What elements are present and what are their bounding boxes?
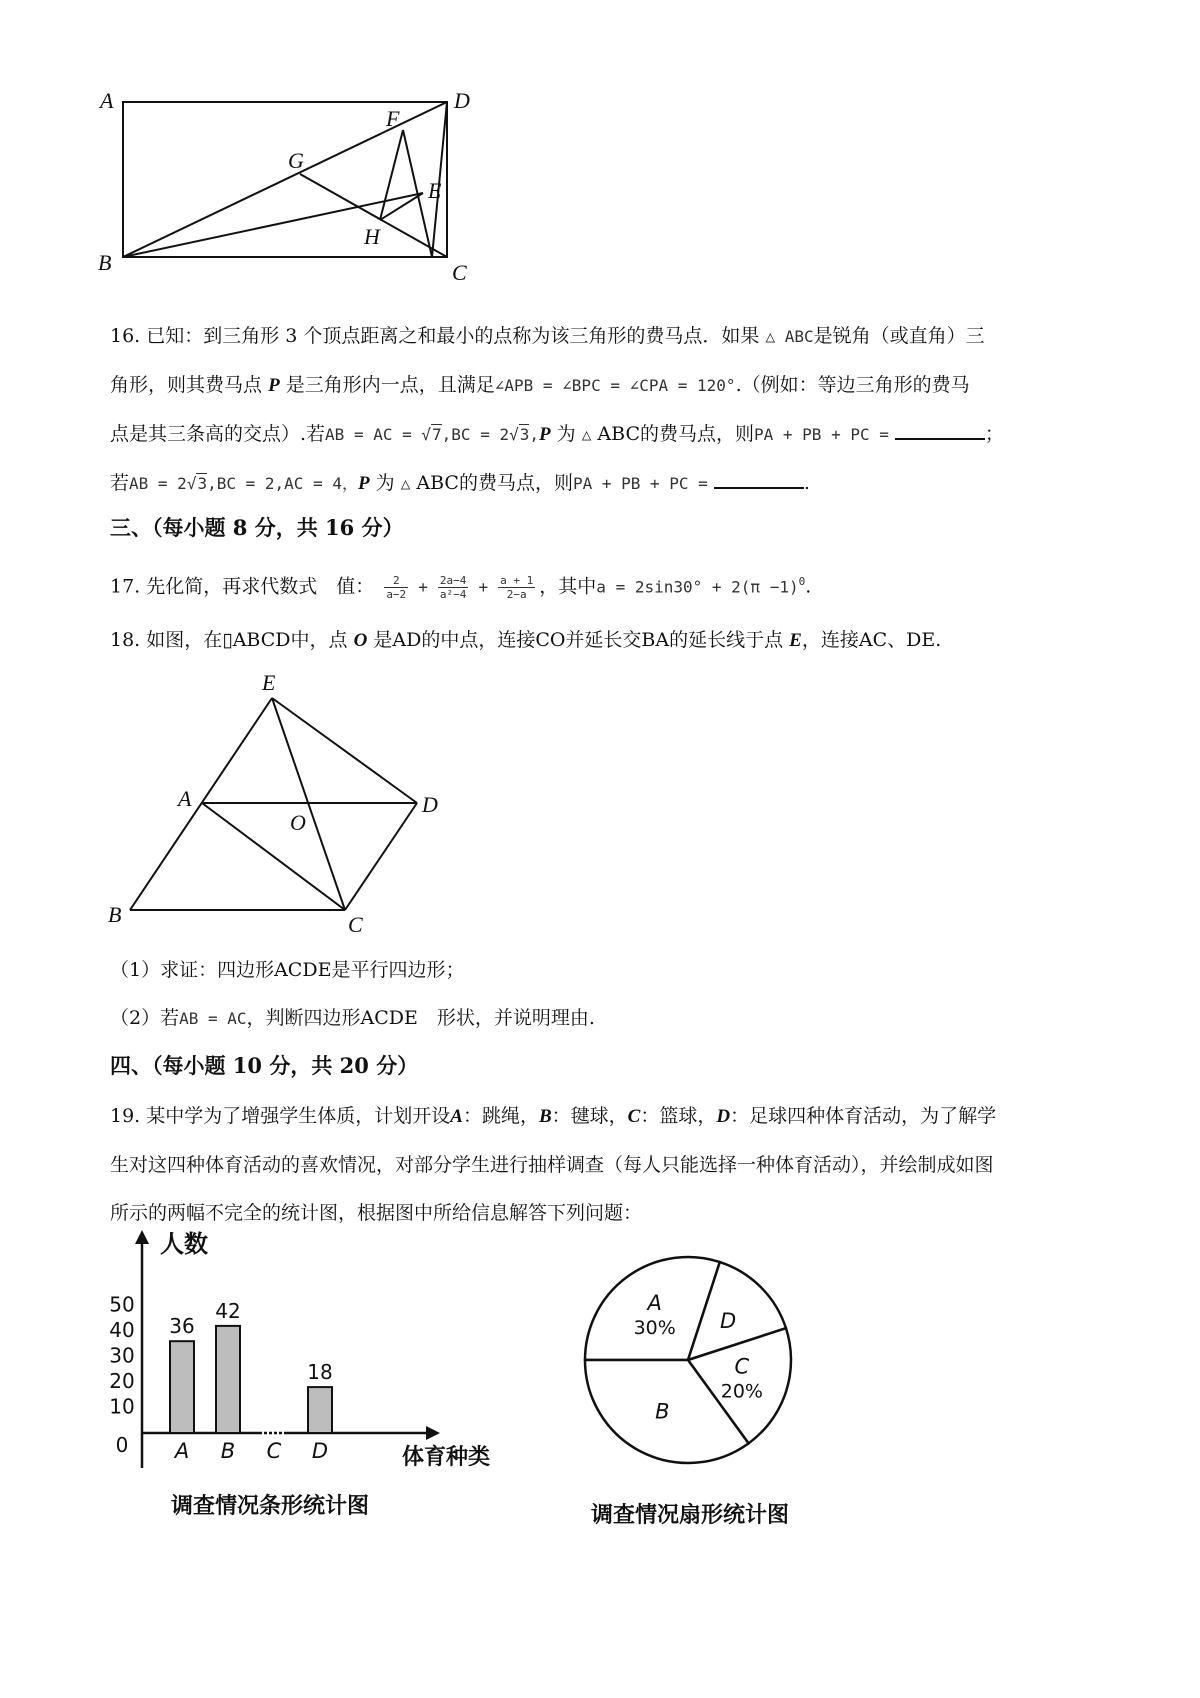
q18-point-o: O [353,630,368,651]
pie-slice-label: A [647,1291,662,1316]
q17-exponent: 0 [798,575,806,588]
q16-triangle: △ ABC [765,327,814,346]
label-c: C [452,260,467,285]
q18-text-1: 18. 如图，在▯ABCD中，点 [110,629,348,651]
bar-category-label: A [174,1439,190,1463]
bar-title: 调查情况条形统计图 [170,1494,370,1519]
pie-slice-label: C [734,1354,750,1379]
q17-plus-1: + [418,577,428,597]
segment-ed [272,698,417,803]
q18-part-2-b: ，判断四边形ACDE 形状，并说明理由. [246,1007,595,1029]
pie-chart [570,1240,830,1530]
bar-chart [100,1228,520,1528]
pie-percent-label: 30% [633,1317,676,1340]
question-17 [110,558,1100,611]
q18-text-2: 是AD的中点，连接CO并延长交BA的延长线于点 [373,629,784,651]
question-16: 16. 已知：到三角形 3 个顶点距离之和最小的点称为该三角形的费马点．如果 △ ABC是锐角（或直角）三 角形，则其费马点 P 是三角形内一点，且满足∠APB = ∠BPC = ∠CPA = 120°.（例如：等边三角形的费马 点是其三条高的交点）.若AB = AC = √7,BC = 2√3,P 为 △ ABC的费马点，则PA + PB + PC = ； 若AB = 2√3,BC = 2,AC = 4，P 为 △ ABC的费马点，则PA + PB + PC = . [110,325,1004,494]
bar-category-label: B [220,1439,236,1463]
q16-cond1b: ,BC = 2 [441,425,510,444]
section-3-heading: 三、（每小题 8 分，共 16 分） [110,515,404,540]
pie-slice-label: B [655,1399,670,1424]
label-o: O [290,810,306,835]
bar-ytick-label: 0 [115,1433,129,1457]
q16-text-3a: 点是其三条高的交点）.若 [110,423,326,445]
bar-ylabel: 人数 [160,1230,208,1258]
q16-point-p2: P [539,424,551,445]
q16-answer-blank-2[interactable] [714,467,804,489]
pie-title: 调查情况扇形统计图 [590,1503,790,1528]
label-b: B [108,902,122,927]
q19-option-a: A [450,1106,463,1127]
section-4-heading: 四、（每小题 10 分，共 20 分） [110,1053,419,1078]
q16-cond2a: AB = 2 [129,474,187,493]
bar-d [308,1387,332,1433]
q16-text-3d: ； [984,423,1004,445]
q16-cond1a: AB = AC = [325,425,422,444]
q19-option-d: D [716,1106,731,1127]
label-f: F [386,106,400,131]
q16-cond2b: ,BC = 2,AC = 4 [207,474,342,493]
q17-fraction-1: $\frac{2}{a-2}$ [386,573,407,601]
q16-answer-blank-1[interactable] [895,418,985,440]
q16-text-4b: 为 [375,472,395,494]
label-d: D [454,88,470,113]
q18-part-2-a: （2）若 [110,1007,180,1029]
q19-option-c-text: ：篮球， [640,1105,717,1127]
bar-ytick-label: 50 [109,1292,135,1317]
label-d: D [422,792,438,817]
rectangle-figure [90,80,510,290]
pie-slice-label: D [719,1308,737,1333]
bar-a [170,1341,194,1433]
q18-text-3: ，连接AC、DE. [801,629,942,651]
q18-part-1: （1）求证：四边形ACDE是平行四边形； [110,959,465,981]
q16-end: . [803,472,810,494]
q19-option-d-text: ：足球四种体育活动，为了解学 [730,1105,997,1127]
q16-point-p3: P [357,473,370,494]
q19-option-b-text: ：毽球， [551,1105,628,1127]
q16-angles: ∠APB = ∠BPC = ∠CPA = 120° [494,376,736,395]
q16-sum-2: PA + PB + PC = [572,474,708,493]
label-c: C [348,912,363,937]
q16-sqrt7: 7 [432,425,442,444]
bar-value-label: 36 [169,1314,195,1339]
question-18 [110,616,1100,665]
q17-text-1: 17. 先化简，再求代数式 值： [110,575,375,598]
q16-sum-1: PA + PB + PC = [754,425,889,444]
q19-option-b: B [538,1106,552,1127]
question-19 [110,1092,1100,1237]
segment-fh [380,130,403,220]
label-h: H [364,224,380,249]
bar-ytick-label: 10 [109,1394,135,1419]
q19-text-2: 生对这四种体育活动的喜欢情况，对部分学生进行抽样调查（每人只能选择一种体育活动），并绘制成如图 [110,1154,994,1176]
q18-part-2 [110,994,1100,1043]
q17-end: . [805,575,812,598]
label-a: A [178,786,192,811]
q16-text-2a: 角形，则其费马点 [110,374,263,396]
q17-fraction-3: $\frac{a + 1}{2-a}$ [500,573,534,601]
parallelogram-figure [100,660,460,940]
q17-expression: a = 2sin30° + 2(π −1) [596,577,799,597]
bar-b [216,1326,240,1433]
bar-xlabel: 体育种类 [402,1445,491,1470]
bar-value-label: 42 [215,1298,241,1323]
q19-option-c: C [627,1106,641,1127]
q16-text-1b: 是锐角（或直角）三 [813,325,985,347]
bar-x-arrow [426,1426,440,1440]
segment-cd [345,803,417,910]
q19-text-3: 所示的两幅不完全的统计图，根据图中所给信息解答下列问题： [110,1202,643,1224]
q16-text-1: 16. 已知：到三角形 3 个顶点距离之和最小的点称为该三角形的费马点．如果 [110,325,760,347]
q19-option-a-text: ：跳绳， [462,1105,539,1127]
q16-text-3c: ABC的费马点，则 [597,423,754,445]
q17-plus-2: + [478,577,489,597]
bar-ytick-label: 20 [109,1369,135,1393]
q18-part-2-math: AB = AC [179,1009,247,1028]
label-a: A [100,88,114,113]
q16-text-2c: .（例如：等边三角形的费马 [735,374,970,396]
q18-point-e: E [789,630,802,651]
q16-text-3b: 为 [556,423,576,445]
label-e: E [428,178,442,203]
q17-text-2: ，其中 [539,575,597,598]
segment-ac [202,803,345,910]
q16-text-4a: 若 [110,472,130,494]
pie-percent-label: 20% [720,1380,763,1403]
bar-y-arrow [135,1230,149,1244]
q16-text-2b: 是三角形内一点，且满足 [285,374,495,396]
label-b: B [98,250,112,275]
bar-category-label: C [266,1439,282,1463]
q19-text-1: 19. 某中学为了增强学生体质，计划开设 [110,1105,451,1127]
bar-category-label: D [311,1439,329,1463]
label-e: E [262,670,276,695]
bar-value-label: 18 [307,1360,333,1385]
q16-point-p: P [268,375,280,396]
q17-fraction-2: $\frac{2a-4}{\text{a²−4}}$ [439,573,467,601]
q16-sqrt3b: 3 [197,474,208,493]
label-g: G [288,148,304,173]
q16-sqrt3: 3 [519,425,530,444]
q16-text-4c: ABC的费马点，则 [416,472,573,494]
bar-ytick-label: 40 [109,1318,135,1342]
bar-ytick-label: 30 [109,1343,135,1368]
